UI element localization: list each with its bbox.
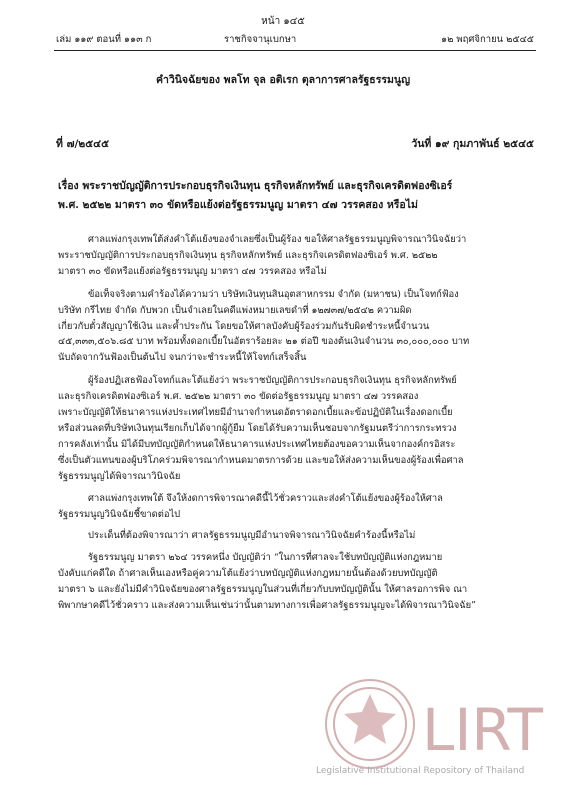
paragraph-line: ๔๕,๓๓๓,๕๐๖.๘๕ บาท พร้อมทั้งดอกเบี้ยในอัตราร้อยละ ๒๑ ต่อปี ของต้นเงินจำนวน ๓๐,๐๐๐,๐๐๐ บาท <box>58 336 470 348</box>
body-paragraph <box>58 491 538 523</box>
paragraph-line: และธุรกิจเครดิตฟองซิเอร์ พ.ศ. ๒๕๒๒ มาตรา ๓๐ ขัดต่อรัฐธรรมนูญ มาตรา ๔๗ วรรคสอง <box>58 391 419 403</box>
subject-line: เรื่อง พระราชบัญญัติการประกอบธุรกิจเงินทุน ธุรกิจหลักทรัพย์ และธุรกิจเครดิตฟองซิเอร์ <box>58 180 453 192</box>
paragraph-line: เกี่ยวกับตั๋วสัญญาใช้เงิน และค้ำประกัน โดยขอให้ศาลบังคับผู้ร้องร่วมกันรับผิดชำระหนี้จำนวน <box>58 320 430 332</box>
paragraph-line: พิพากษาคดีไว้ชั่วคราว และส่งความเห็นเช่นว่านั้นตามทางการเพื่อศาลรัฐธรรมนูญจะได้พิจารณาวินิจฉัย” <box>58 600 476 612</box>
watermark-logo-text: LIRT <box>422 696 543 764</box>
paragraph-line: ศาลแพ่งกรุงเทพใต้ จึงให้งดการพิจารณาคดีนี้ไว้ชั่วคราวและส่งคำโต้แย้งของผู้ร้องให้ศาล <box>88 492 443 504</box>
page-number: หน้า ๑๔๕ <box>261 16 305 27</box>
volume-issue: เล่ม ๑๑๙ ตอนที่ ๑๑๓ ก <box>56 34 152 45</box>
paragraph-line: รัฐธรรมนูญได้พิจารณาวินิจฉัย <box>58 470 181 482</box>
watermark-caption: Legislative Institutional Repository of Thailand <box>316 766 525 776</box>
paragraph-line: ผู้ร้องปฏิเสธฟ้องโจทก์และโต้แย้งว่า พระราชบัญญัติการประกอบธุรกิจเงินทุน ธุรกิจหลักทรัพย์ <box>88 375 457 387</box>
body-paragraph <box>58 373 538 484</box>
ruling-date: วันที่ ๑๙ กุมภาพันธ์ ๒๕๔๕ <box>411 138 534 150</box>
document-title: คำวินิจฉัยของ พลโท จุล อติเรก ตุลาการศาลรัฐธรรมนูญ <box>155 74 411 86</box>
paragraph-line: ซึ่งเป็นตัวแทนของผู้บริโภคร่วมพิจารณากำหนดมาตรการด้วย และขอให้ส่งความเห็นของผู้ร้องเพื่อศาล <box>58 454 464 466</box>
paragraph-line: การคลังเท่านั้น มิได้มีบทบัญญัติกำหนดให้ธนาคารแห่งประเทศไทยต้องขอความเห็นจากองค์กรอิสระ <box>58 438 456 450</box>
paragraph-line: เพราะบัญญัติให้ธนาคารแห่งประเทศไทยมีอำนาจกำหนดอัตราดอกเบี้ยและข้อปฏิบัติในเรื่องดอกเบี้ย <box>58 407 453 419</box>
paragraph-line: พระราชบัญญัติการประกอบธุรกิจเงินทุน ธุรกิจหลักทรัพย์ และธุรกิจเครดิตฟองซิเอร์ พ.ศ. ๒๕๒๒ <box>58 249 438 261</box>
paragraph-line: นับถัดจากวันฟ้องเป็นต้นไป จนกว่าจะชำระหนี้ให้โจทก์เสร็จสิ้น <box>58 352 307 364</box>
paragraph-line: รัฐธรรมนูญ มาตรา ๒๖๔ วรรคหนึ่ง บัญญัติว่า “ในการที่ศาลจะใช้บทบัญญัติแห่งกฎหมาย <box>88 552 443 564</box>
paragraph-line: ข้อเท็จจริงตามคำร้องได้ความว่า บริษัทเงินทุนสินอุตสาหกรรม จำกัด (มหาชน) เป็นโจทก์ฟ้อง <box>88 288 459 300</box>
body-paragraph <box>58 550 538 614</box>
paragraph-line: บริษัท กรีไทย จำกัด กับพวก เป็นจำเลยในคดีแพ่งหมายเลขดำที่ ๑๒๗๓๗/๒๕๔๒ ความผิด <box>58 304 412 316</box>
paragraph-line: หรือส่วนลดที่บริษัทเงินทุนเรียกเก็บได้จากผู้กู้ยืม โดยได้รับความเห็นชอบจากรัฐมนตรีว่าการกระทรวง <box>58 422 457 434</box>
gazette-name: ราชกิจจานุเบกษา <box>224 34 297 45</box>
paragraph-line: มาตรา ๖ และยังไม่มีคำวินิจฉัยของศาลรัฐธรรมนูญในส่วนที่เกี่ยวกับบทบัญญัตินั้น ให้ศาลรอการพิจ ณา <box>58 584 468 596</box>
body-paragraph <box>58 232 538 280</box>
header-divider <box>54 50 536 51</box>
body-paragraph <box>58 287 538 367</box>
gazette-date: ๑๒ พฤศจิกายน ๒๕๔๕ <box>441 34 534 45</box>
paragraph-line: บังคับแก่คดีใด ถ้าศาลเห็นเองหรือคู่ความโต้แย้งว่าบทบัญญัติแห่งกฎหมายนั้นต้องด้วยบทบัญญัติ <box>58 568 438 580</box>
subject-line: พ.ศ. ๒๕๒๒ มาตรา ๓๐ ขัดหรือแย้งต่อรัฐธรรมนูญ มาตรา ๔๗ วรรคสอง หรือไม่ <box>58 199 418 211</box>
document-body <box>58 232 538 614</box>
body-paragraph <box>58 528 538 544</box>
subject-block <box>58 177 536 215</box>
paragraph-line: ศาลแพ่งกรุงเทพใต้ส่งคำโต้แย้งของจำเลยซึ่งเป็นผู้ร้อง ขอให้ศาลรัฐธรรมนูญพิจารณาวินิจฉัยว่า <box>88 234 467 245</box>
ruling-number: ที่ ๗/๒๕๔๕ <box>56 138 110 150</box>
paragraph-line: รัฐธรรมนูญวินิจฉัยชี้ขาดต่อไป <box>58 508 181 520</box>
paragraph-line: มาตรา ๓๐ ขัดหรือแย้งต่อรัฐธรรมนูญ มาตรา ๔๗ วรรคสอง หรือไม่ <box>58 265 327 277</box>
paragraph-line: ประเด็นที่ต้องพิจารณาว่า ศาลรัฐธรรมนูญมีอำนาจพิจารณาวินิจฉัยคำร้องนี้หรือไม่ <box>88 530 416 542</box>
